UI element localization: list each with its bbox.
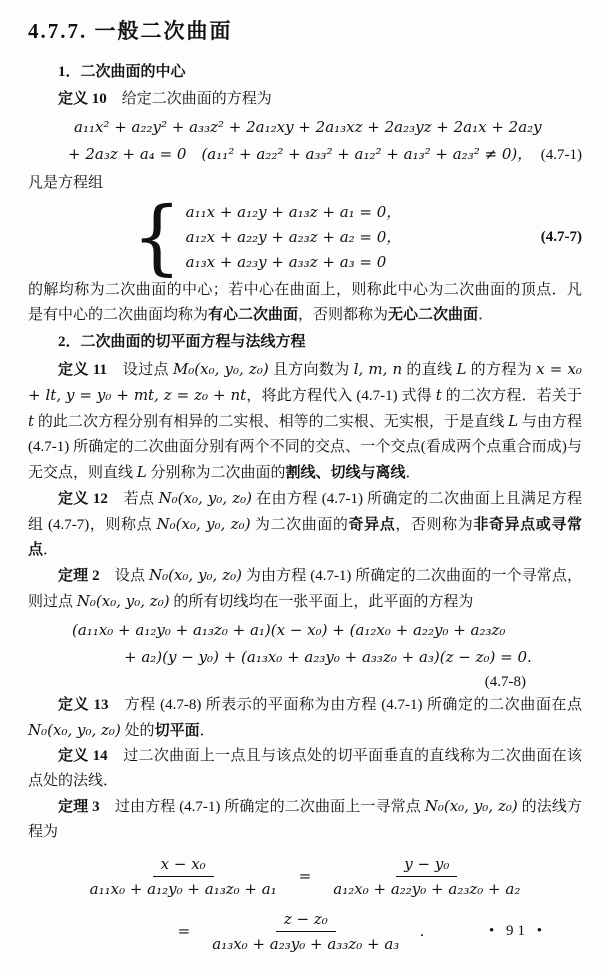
text-run: 方程 (4.7-8) 所表示的平面称为由方程 (4.7-1) 所确定的二次曲面在点 [108,697,582,713]
period-mark: ． [419,922,435,940]
text-run: 割线、切线与离线 [285,465,406,481]
paragraph-center-definition [28,278,582,328]
text-run: ，否则都称为 [298,307,389,323]
equation-system-4-7-7 [132,189,582,285]
text-run: 为二次曲面的 [250,517,349,533]
text-run: L [456,360,467,378]
section-title: 4.7.7. 一般二次曲面 [28,19,233,43]
paragraph-definition-13 [28,693,582,744]
text-run: L [136,463,147,481]
paragraph-definition-11 [28,357,582,486]
paragraph-definition-10 [28,87,582,112]
equals-sign: = [298,867,312,885]
text-run: 过二次曲面上一点且与该点处的切平面垂直的直线称为二次曲面在该点处的法线． [28,748,582,789]
text-run: t [435,386,442,404]
system-group [132,189,402,285]
text-run: 定义 11 [58,362,108,378]
text-run: 的二次方程．若关于 [441,388,582,404]
fraction-z-numerator: z − z₀ [276,908,336,932]
text-run: x = x₀ + lt, y = y₀ + mt, z = z₀ + nt [28,360,582,404]
text-run: 的解均称为二次曲面的中心；若中心在曲面上，则称此中心为二次曲面的顶点．凡是有中心的二次曲面均称为 [28,282,582,323]
text-run: 设过点 [107,362,173,378]
text-run: 给定二次曲面的方程为 [106,91,272,107]
text-run: N₀(x₀, y₀, z₀) [148,566,242,584]
text-run: 定义 13 [58,697,109,713]
equation-4-7-8-line-1: (a₁₁x₀ + a₁₂y₀ + a₁₃z₀ + a₁)(x − x₀) + (a₁₂x₀ + a₂₂y₀ + a₂₃z₀ [72,621,506,639]
text-run: 设点 [99,568,149,584]
fraction-x-denominator: a₁₁x₀ + a₁₂y₀ + a₁₃z₀ + a₁ [89,880,277,898]
text-run: 切平面 [154,723,200,739]
text-run: 若点 [107,491,159,507]
text-run: N₀(x₀, y₀, z₀) [76,592,170,610]
text-run: 定理 2 [58,568,100,584]
text-run: ，否则称为 [395,517,474,533]
text-run: t [28,412,35,430]
text-run: l, m, n [353,360,403,378]
text-run: M₀(x₀, y₀, z₀) [172,360,269,378]
paragraph-definition-12 [28,486,582,563]
fraction-z-denominator: a₁₃x₀ + a₂₃y₀ + a₃₃z₀ + a₃ [212,935,400,953]
text-run: 的方程为 [466,362,537,378]
text-run: 过由方程 (4.7-1) 所确定的二次曲面上一寻常点 [99,799,425,815]
equation-4-7-1-line-2 [68,141,582,169]
text-run: N₀(x₀, y₀, z₀) [424,797,518,815]
equation-4-7-1-line-2-body: + 2a₃z + a₄ = 0 (a₁₁² + a₂₂² + a₃₃² + a₁₂² + a₁₃² + a₂₃² ≠ 0)， [68,145,533,163]
equation-4-7-1-line-1: a₁₁x² + a₂₂y² + a₃₃z² + 2a₁₂xy + 2a₁₃xz + 2a₂₃yz + 2a₁x + 2a₂y [74,118,542,136]
equation-label-4-7-1: (4.7-1) [540,147,582,163]
left-brace-icon: { [132,189,182,285]
paragraph-definition-14 [28,744,582,794]
text-run: ． [199,723,215,739]
fraction-x-numerator: x − x₀ [153,853,214,877]
text-run: ． [478,307,494,323]
text-run: 非奇异点或寻常点 [28,517,582,558]
text-run: 与由方程 (4.7-1) 所确定的二次曲面分别有两个不同的交点、一个交点(看成两个点重合而成)与无交点，则直线 [28,414,582,481]
text-run: N₀(x₀, y₀, z₀) [158,489,253,507]
text-run: 的法线方程为 [28,799,582,840]
text-run: ． [43,542,59,558]
fraction-y-numerator: y − y₀ [396,853,457,877]
page-number: • 91 • [488,923,546,939]
equals-sign-2: = [177,922,191,940]
text-run: 无心二次曲面 [388,307,479,323]
fraction-x [82,853,285,900]
equation-4-7-8 [72,617,582,671]
text-run: 且方向数为 [268,362,354,378]
system-line-1: a₁₁x + a₁₂y + a₁₃z + a₁ = 0， [185,202,402,221]
text-run: 奇异点 [348,517,396,533]
text-run: 定义 12 [58,491,108,507]
text-run: 定理 3 [58,799,100,815]
text-run: N₀(x₀, y₀, z₀) [156,515,251,533]
normal-equation-row-1 [28,853,582,900]
text-run: ，将此方程代入 (4.7-1) 式得 [246,388,436,404]
fraction-y [325,853,528,900]
system-lines [186,200,402,275]
fraction-y-denominator: a₁₂x₀ + a₂₂y₀ + a₂₃z₀ + a₂ [333,880,521,898]
equation-4-7-1 [68,114,582,169]
text-run: 有心二次曲面 [208,307,299,323]
paragraph-theorem-3 [28,794,582,845]
text-run: L [508,412,519,430]
paragraph-pre-system: 凡是方程组 [28,175,104,191]
text-run: 分别称为二次曲面的 [146,465,286,481]
equation-label-4-7-8: (4.7-8) [484,674,526,690]
text-run: N₀(x₀, y₀, z₀) [28,721,121,739]
equation-4-7-8-line-2: + a₂)(y − y₀) + (a₁₃x₀ + a₂₃y₀ + a₃₃z₀ + a₃)(z − z₀) = 0. [124,648,532,666]
text-run: 在由方程 (4.7-1) 所确定的二次曲面上且满足方程组 (4.7-7)，则称点 [28,491,582,533]
subheading-1: 1．二次曲面的中心 [58,64,186,80]
paragraph-theorem-2 [28,563,582,615]
text-run: 的直线 [402,362,457,378]
text-run: 为由方程 (4.7-1) 所确定的二次曲面的一个寻常点，则过点 [28,568,582,610]
equation-label-4-7-7: (4.7-7) [540,228,582,245]
system-line-2: a₁₂x + a₂₂y + a₂₃z + a₂ = 0， [185,227,402,246]
text-run: 处的 [120,723,155,739]
text-run: 的所有切线均在一张平面上，此平面的方程为 [169,594,474,610]
text-run: 定义 14 [58,748,108,764]
fraction-z [204,908,407,955]
system-line-3: a₁₃x + a₂₃y + a₃₃z + a₃ = 0 [185,252,387,271]
subheading-2: 2．二次曲面的切平面方程与法线方程 [58,334,306,350]
text-run: 的此二次方程分别有相异的二实根、相等的二实根、无实根，于是直线 [34,414,509,430]
text-run: ． [405,465,421,481]
text-run: 定义 10 [58,91,107,107]
